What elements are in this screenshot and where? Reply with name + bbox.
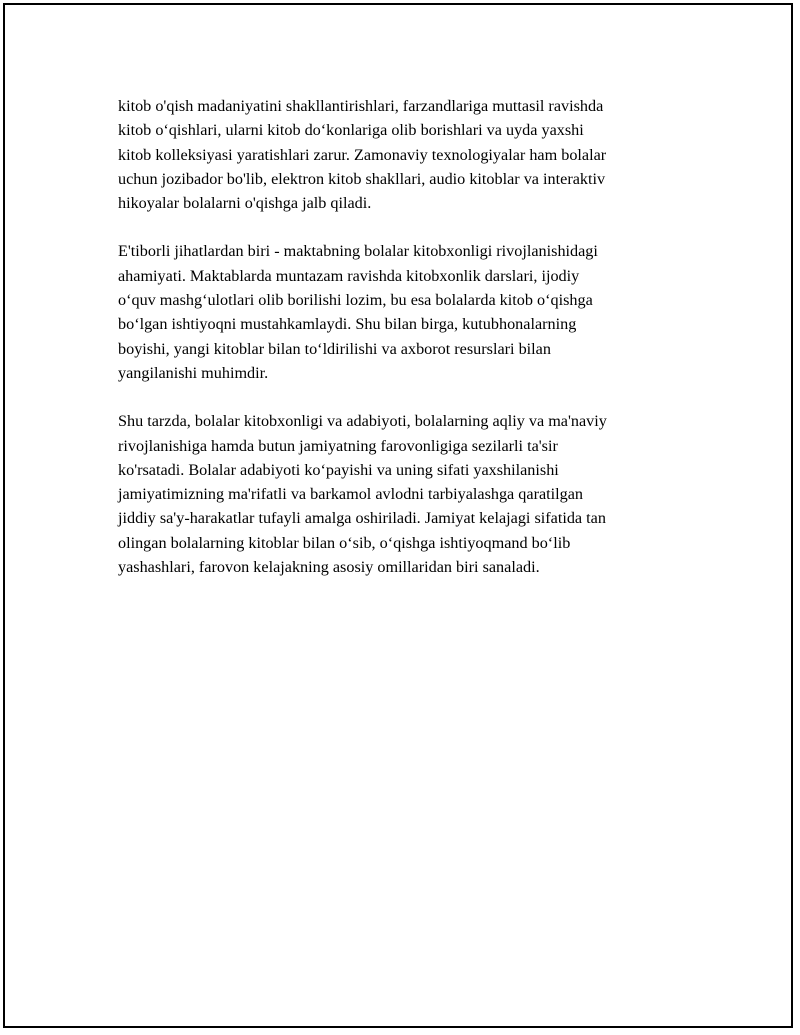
paragraph-3: Shu tarzda, bolalar kitobxonligi va adabiyoti, bolalarning aqliy va ma'naviy rivojlanishiga hamda butun jamiyatning farovonligiga sezilarli ta'sir ko'rsatadi. Bolalar adabiyoti ko‘payishi va uning sifati yaxshilanishi jamiyatimizning ma'rifatli va barkamol avlodni tarbiyalashga qaratilgan jiddiy sa'y-harakatlar tufayli amalga oshiriladi. Jamiyat kelajagi sifatida tan olingan bolalarning kitoblar bilan o‘sib, o‘qishga ishtiyoqmand bo‘lib yashashlari, farovon kelajakning asosiy omillaridan biri sanaladi. [118, 412, 607, 577]
paragraph-1: kitob o'qish madaniyatini shakllantirishlari, farzandlariga muttasil ravishda kitob o‘qishlari, ularni kitob do‘konlariga olib borishlari va uyda yaxshi kitob kolleksiyasi yaratishlari zarur. Zamonaviy texnologiyalar ham bolalar uchun jozibador bo'lib, elektron kitob shakllari, audio kitoblar va interaktiv hikoyalar bolalarni o'qishga jalb qiladi. [118, 97, 607, 213]
paragraph-2: E'tiborli jihatlardan biri - maktabning bolalar kitobxonligi rivojlanishidagi ahamiyati. Maktablarda muntazam ravishda kitobxonlik darslari, ijodiy o‘quv mashg‘ulotlari olib borilishi lozim, bu esa bolalarda kitob o‘qishga bo‘lgan ishtiyoqni mustahkamlaydi. Shu bilan birga, kutubhonalarning boyishi, yangi kitoblar bilan to‘ldirilishi va axborot resurslari bilan yangilanishi muhimdir. [118, 242, 598, 382]
document-body [118, 94, 678, 603]
